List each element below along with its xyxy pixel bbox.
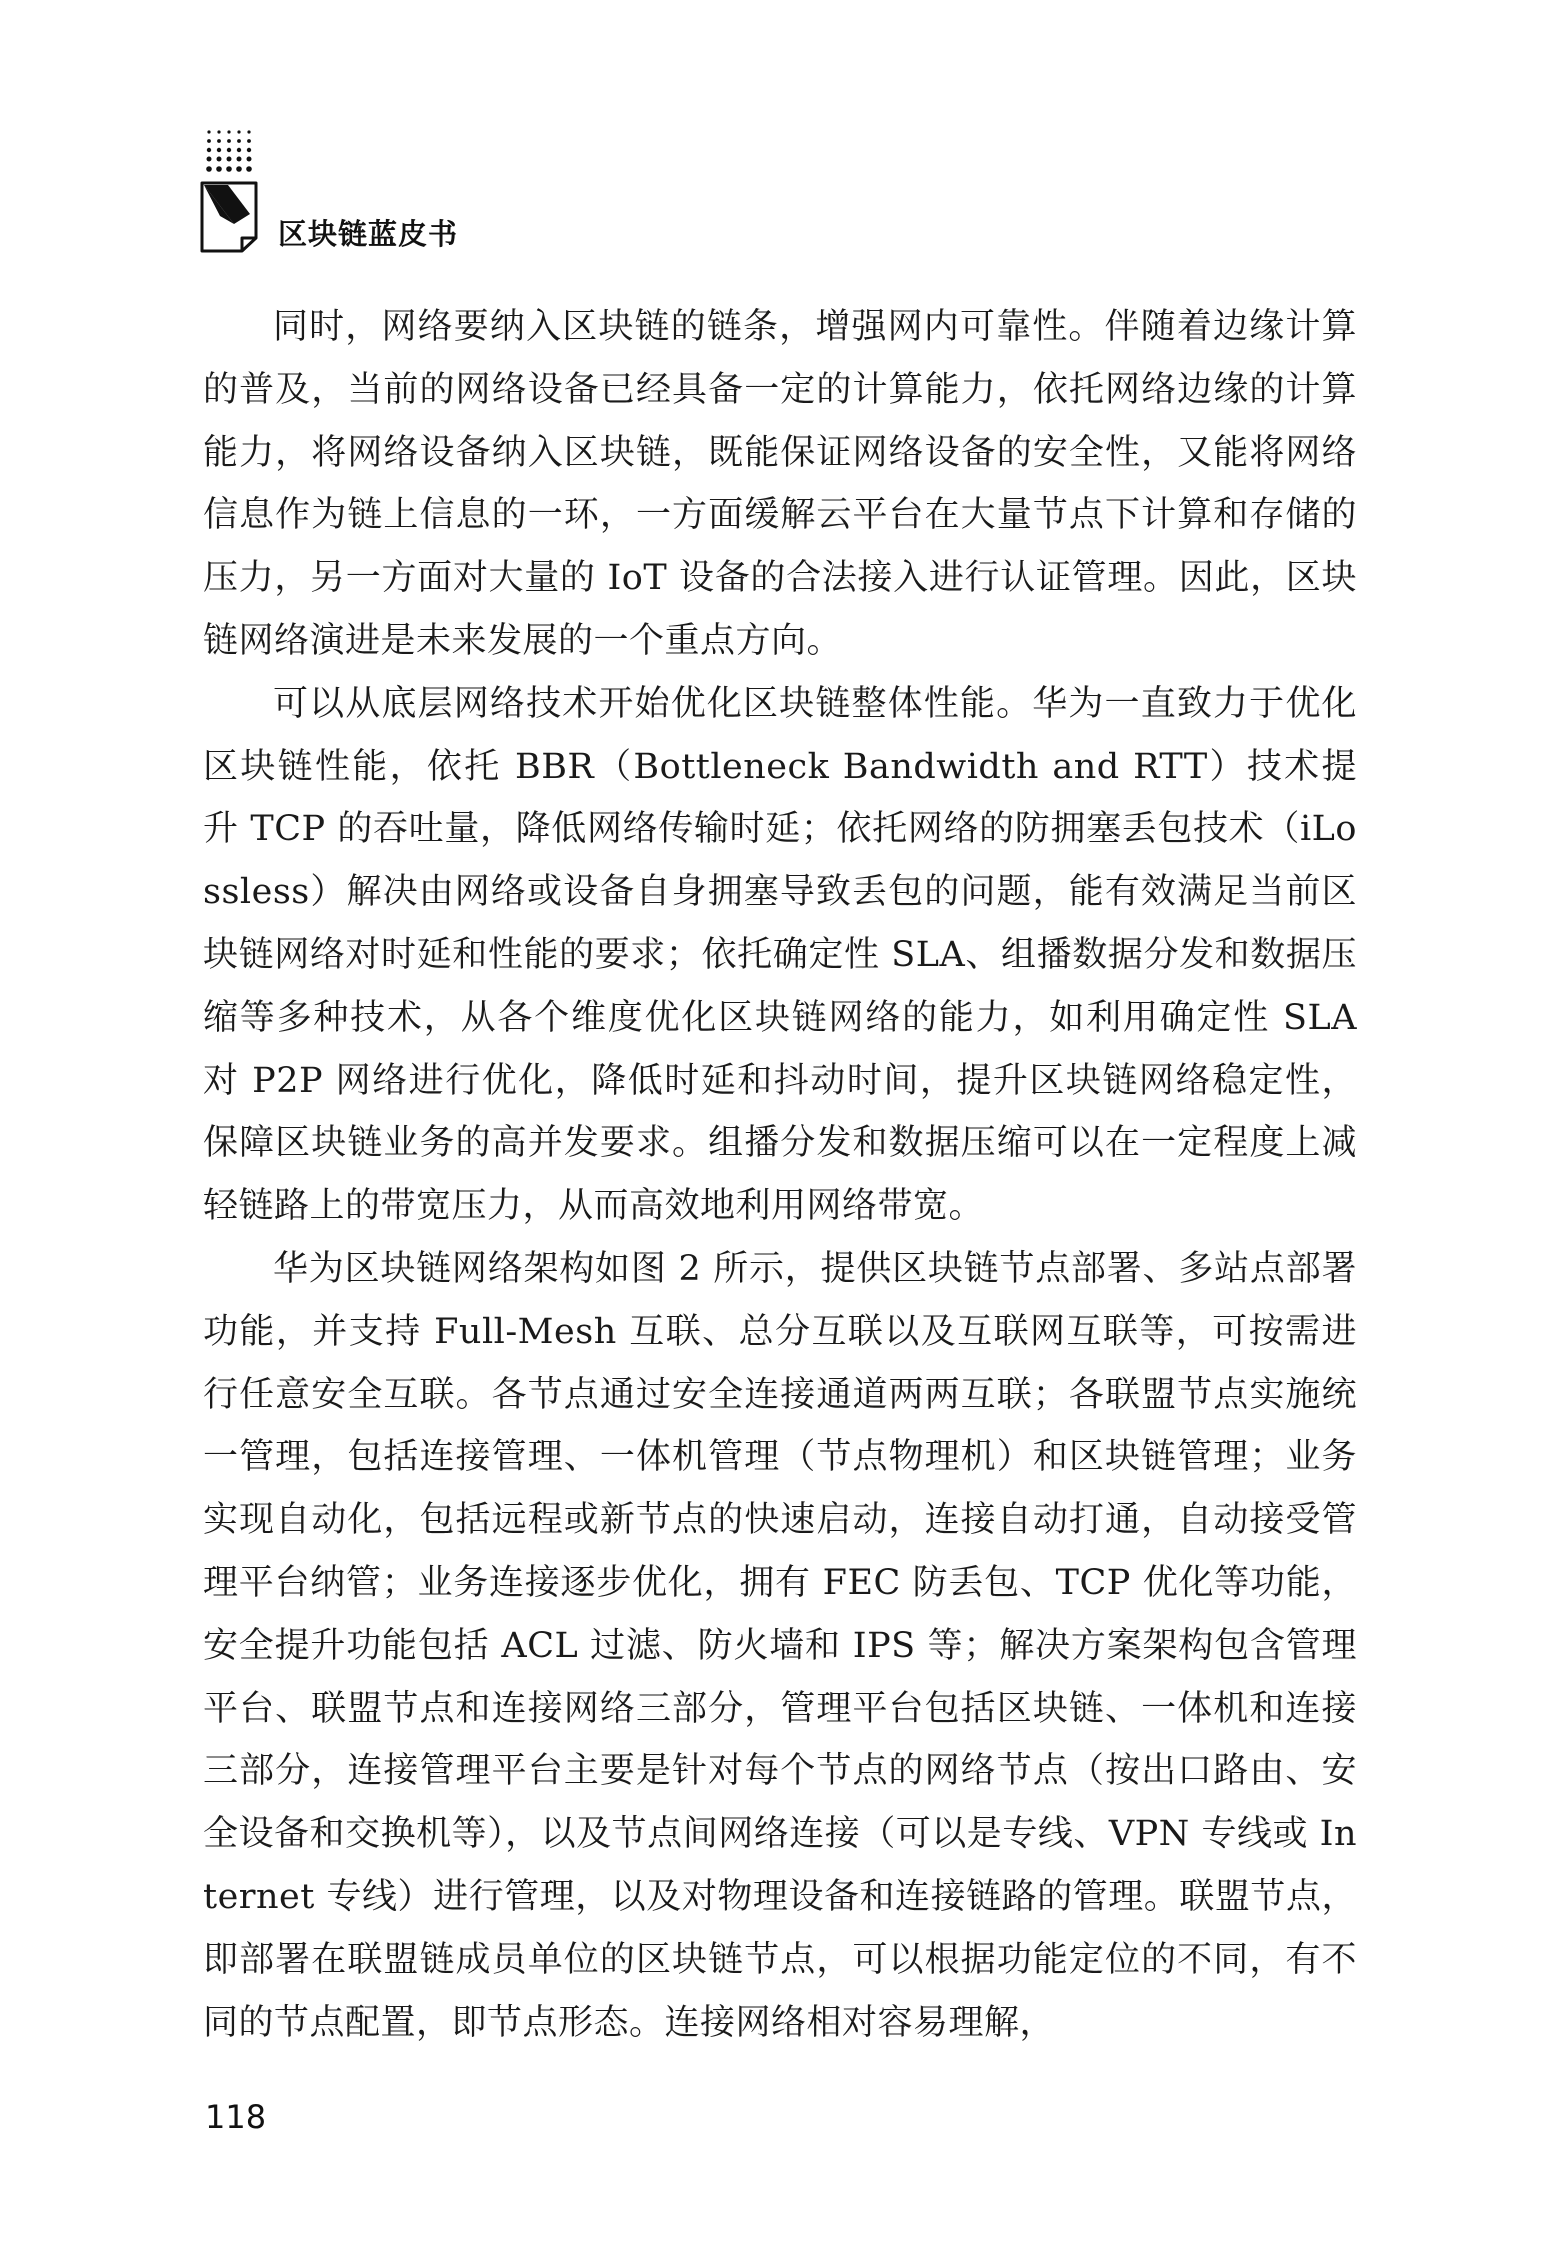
paragraph: 华为区块链网络架构如图 2 所示，提供区块链节点部署、多站点部署功能，并支持 Full-Mesh 互联、总分互联以及互联网互联等，可按需进行任意安全互联。各节点通过安全连接通道两两互联；各联盟节点实施统一管理，包括连接管理、一体机管理（节点物理机）和区块链管理；业务实现自动化，包括远程或新节点的快速启动，连接自动打通，自动接受管理平台纳管；业务连接逐步优化，拥有 FEC 防丢包、TCP 优化等功能，安全提升功能包括 ACL 过滤、防火墙和 IPS 等；解决方案架构包含管理平台、联盟节点和连接网络三部分，管理平台包括区块链、一体机和连接三部分，连接管理平台主要是针对每个节点的网络节点（按出口路由、安全设备和交换机等），以及节点间网络连接（可以是专线、VPN 专线或 Internet 专线）进行管理，以及对物理设备和连接链路的管理。联盟节点，即部署在联盟链成员单位的区块链节点，可以根据功能定位的不同，有不同的节点配置，即节点形态。连接网络相对容易理解， bbox=[203, 1248, 1357, 2043]
page-header bbox=[198, 128, 558, 258]
series-title: 区块链蓝皮书 bbox=[278, 217, 459, 251]
paragraph: 同时，网络要纳入区块链的链条，增强网内可靠性。伴随着边缘计算的普及，当前的网络设备已经具备一定的计算能力，依托网络边缘的计算能力，将网络设备纳入区块链，既能保证网络设备的安全性，又能将网络信息作为链上信息的一环，一方面缓解云平台在大量节点下计算和存储的压力，另一方面对大量的 IoT 设备的合法接入进行认证管理。因此，区块链网络演进是未来发展的一个重点方向。 bbox=[203, 307, 1357, 661]
body-text bbox=[203, 296, 1357, 2054]
dot-grid-ornament bbox=[206, 128, 254, 178]
bluebook-logo-icon bbox=[198, 180, 260, 254]
page-number: 118 bbox=[205, 2098, 267, 2136]
paragraph: 可以从底层网络技术开始优化区块链整体性能。华为一直致力于优化区块链性能，依托 BBR（Bottleneck Bandwidth and RTT）技术提升 TCP 的吞吐量，降低网络传输时延；依托网络的防拥塞丢包技术（iLossless）解决由网络或设备自身拥塞导致丢包的问题，能有效满足当前区块链网络对时延和性能的要求；依托确定性 SLA、组播数据分发和数据压缩等多种技术，从各个维度优化区块链网络的能力，如利用确定性 SLA 对 P2P 网络进行优化，降低时延和抖动时间，提升区块链网络稳定性，保障区块链业务的高并发要求。组播分发和数据压缩可以在一定程度上减轻链路上的带宽压力，从而高效地利用网络带宽。 bbox=[203, 683, 1357, 1227]
